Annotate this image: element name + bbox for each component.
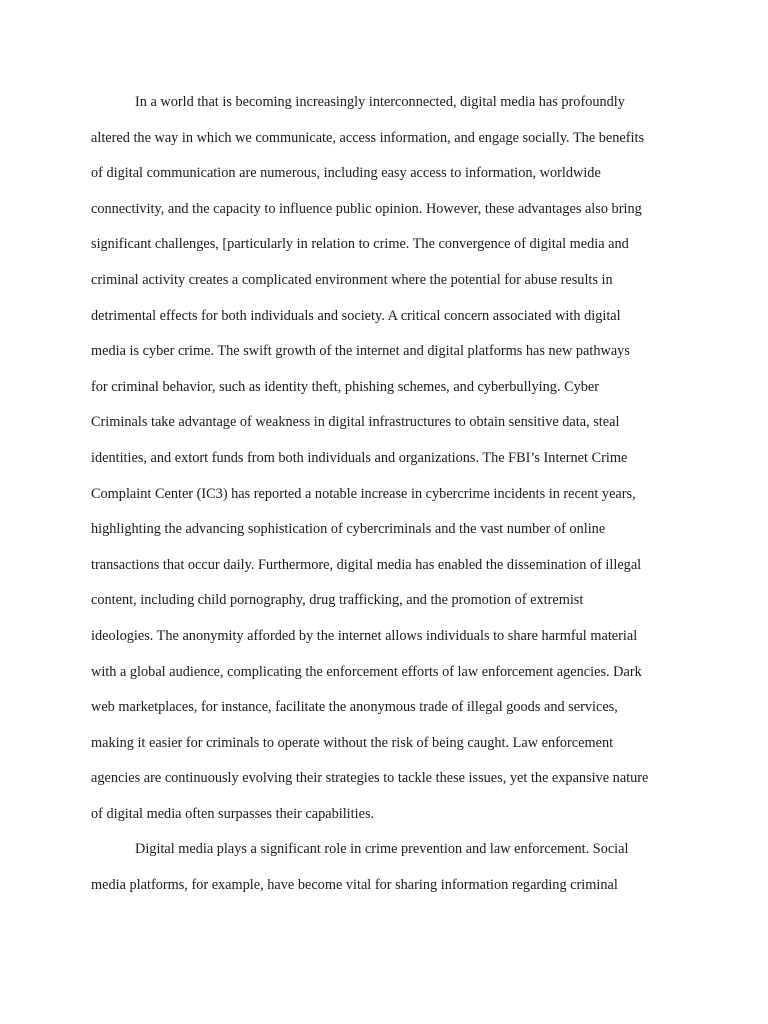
paragraph-line: media is cyber crime. The swift growth of the internet and digital platforms has new pathways <box>91 343 630 360</box>
paragraph-line: connectivity, and the capacity to influence public opinion. However, these advantages also bring <box>91 200 642 217</box>
paragraph-line: detrimental effects for both individuals and society. A critical concern associated with digital <box>91 307 621 324</box>
paragraph-line: of digital media often surpasses their capabilities. <box>91 805 375 822</box>
paragraph-line: criminal activity creates a complicated environment where the potential for abuse results in <box>91 271 613 288</box>
paragraph-line: altered the way in which we communicate, access information, and engage socially. The benefits <box>91 129 645 146</box>
paragraph-line: In a world that is becoming increasingly interconnected, digital media has profoundly <box>135 94 625 110</box>
paragraph-line: Criminals take advantage of weakness in digital infrastructures to obtain sensitive data, steal <box>91 414 620 431</box>
paragraph-line: highlighting the advancing sophistication of cybercriminals and the vast number of online <box>91 521 606 538</box>
paragraph-line: web marketplaces, for instance, facilitate the anonymous trade of illegal goods and services, <box>91 699 618 716</box>
paragraph-line: with a global audience, complicating the enforcement efforts of law enforcement agencies. Dark <box>91 663 642 680</box>
paragraph-2 <box>91 832 681 903</box>
paragraph-line: transactions that occur daily. Furthermore, digital media has enabled the dissemination of illegal <box>91 556 642 573</box>
document-body <box>91 85 681 904</box>
paragraph-line: significant challenges, [particularly in relation to crime. The convergence of digital media and <box>91 236 629 253</box>
paragraph-line: identities, and extort funds from both individuals and organizations. The FBI’s Internet Crime <box>91 449 628 466</box>
paragraph-line: agencies are continuously evolving their strategies to tackle these issues, yet the expansive nature <box>91 770 649 787</box>
paragraph-line: Complaint Center (IC3) has reported a notable increase in cybercrime incidents in recent years, <box>91 485 636 502</box>
paragraph-line: content, including child pornography, drug trafficking, and the promotion of extremist <box>91 592 584 609</box>
paragraph-line: making it easier for criminals to operate without the risk of being caught. Law enforcement <box>91 734 614 751</box>
paragraph-line: Digital media plays a significant role in crime prevention and law enforcement. Social <box>135 841 629 858</box>
paragraph-line: of digital communication are numerous, including easy access to information, worldwide <box>91 165 601 182</box>
paragraph-line: ideologies. The anonymity afforded by the internet allows individuals to share harmful material <box>91 627 638 644</box>
paragraph-1 <box>91 85 681 832</box>
paragraph-line: for criminal behavior, such as identity theft, phishing schemes, and cyberbullying. Cyber <box>91 378 600 395</box>
paragraph-line: media platforms, for example, have become vital for sharing information regarding criminal <box>91 877 618 894</box>
